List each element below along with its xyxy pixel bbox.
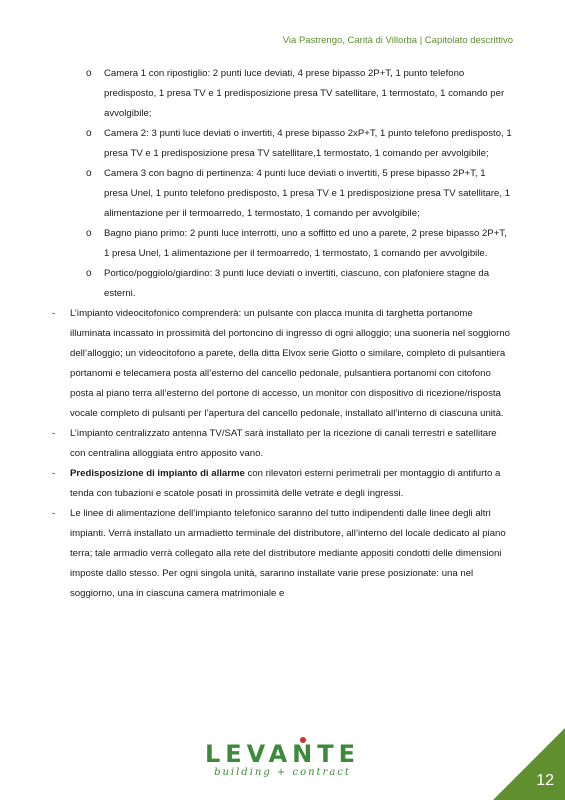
bullet-marker: o bbox=[86, 268, 92, 279]
list-item-text: L’impianto videocitofonico comprenderà: un pulsante con placca munita di targhetta portanome illuminata incassato in prossimità del portoncino di ingresso di ogni alloggio; una suoneria nel soggiorno dell’alloggio; un videocitofono a parete, della ditta Elvox serie Giotto o similare, completo di pulsantiera portanomi e telecamera posta all’esterno del cancello pedonale, pulsantiera portanomi con citofono posta al piano terra all’esterno del portone di accesso, un monitor con dispositivo di ricezione/risposta vocale completo di pulsanti per l’apertura del cancello pedonale, installato all’interno di ciascuna unità. bbox=[70, 308, 510, 419]
page-header: Via Pastrengo, Carità di Villorba | Capitolato descrittivo bbox=[282, 35, 513, 46]
list-item bbox=[52, 224, 512, 264]
bullet-marker: o bbox=[86, 168, 92, 179]
bullet-marker: o bbox=[86, 68, 92, 79]
bullet-marker: o bbox=[86, 228, 92, 239]
bullet-marker: - bbox=[52, 508, 56, 519]
list-item bbox=[52, 304, 512, 424]
list-item bbox=[52, 424, 512, 464]
list-item bbox=[52, 124, 512, 164]
list-item-text: Camera 2: 3 punti luce deviati o invertiti, 4 prese bipasso 2xP+T, 1 punto telefono predisposto, 1 presa TV e 1 predisposizione presa TV satellitare,1 termostato, 1 comando per avvolgibile; bbox=[104, 128, 512, 159]
list-item-text: Portico/poggiolo/giardino: 3 punti luce deviati o invertiti, ciascuno, con plafoniere stagne da esterni. bbox=[104, 268, 490, 299]
bullet-marker: - bbox=[52, 308, 56, 319]
list-item-text: con rilevatori esterni perimetrali per montaggio di antifurto a tenda con tubazioni e scatole posati in prossimità delle vetrate e degli ingressi. bbox=[70, 468, 501, 499]
list-item-text: Camera 3 con bagno di pertinenza: 4 punti luce deviati o invertiti, 5 prese bipasso 2P+T, 1 presa Unel, 1 punto telefono predisposto, 1 presa TV e 1 predisposizione presa TV satellitare, 1 alimentazione per il termoarredo, 1 termostato, 1 comando per avvolgibile; bbox=[104, 168, 511, 219]
list-item bbox=[52, 64, 512, 124]
company-logo bbox=[0, 742, 565, 778]
bullet-marker: o bbox=[86, 128, 92, 139]
bullet-marker: - bbox=[52, 428, 56, 439]
list-item-text: Le linee di alimentazione dell’impianto telefonico saranno del tutto indipendenti dalle linee degli altri impianti. Verrà installato un armadietto terminale del distributore, all’interno del locale dedicato al piano terra; tale armadio verrà collegato alla rete del distributore mediante appositi condotti delle dimensioni imposte dallo stesso. Per ogni singola unità, saranno installate varie prese posizionate: una nel soggiorno, una in ciascuna camera matrimoniale e bbox=[70, 508, 506, 599]
document-body bbox=[52, 64, 512, 604]
logo-tagline: building + contract bbox=[214, 767, 351, 778]
list-item bbox=[52, 504, 512, 604]
bullet-marker: - bbox=[52, 468, 56, 479]
list-item-text: Camera 1 con ripostiglio: 2 punti luce deviati, 4 prese bipasso 2P+T, 1 punto telefono predisposto, 1 presa TV e 1 predisposizione presa TV satellitare, 1 termostato, 1 comando per avvolgibile; bbox=[104, 68, 505, 119]
list-item bbox=[52, 464, 512, 504]
page-corner-triangle bbox=[493, 728, 565, 800]
list-item-text: Bagno piano primo: 2 punti luce interrotti, uno a soffitto ed uno a parete, 2 prese bipasso 2P+T, 1 presa Unel, 1 alimentazione per il termoarredo, 1 termostato, 1 comando per avvolgibile. bbox=[104, 228, 507, 259]
logo-wordmark: LEVANTE bbox=[204, 740, 361, 768]
page-number: 12 bbox=[536, 772, 554, 789]
list-item-bold-text: Predisposizione di impianto di allarme bbox=[70, 468, 245, 479]
list-item bbox=[52, 164, 512, 224]
list-item bbox=[52, 264, 512, 304]
list-item-text: L’impianto centralizzato antenna TV/SAT sarà installato per la ricezione di canali terrestri e satellitare con centralina alloggiata entro apposito vano. bbox=[70, 428, 497, 459]
